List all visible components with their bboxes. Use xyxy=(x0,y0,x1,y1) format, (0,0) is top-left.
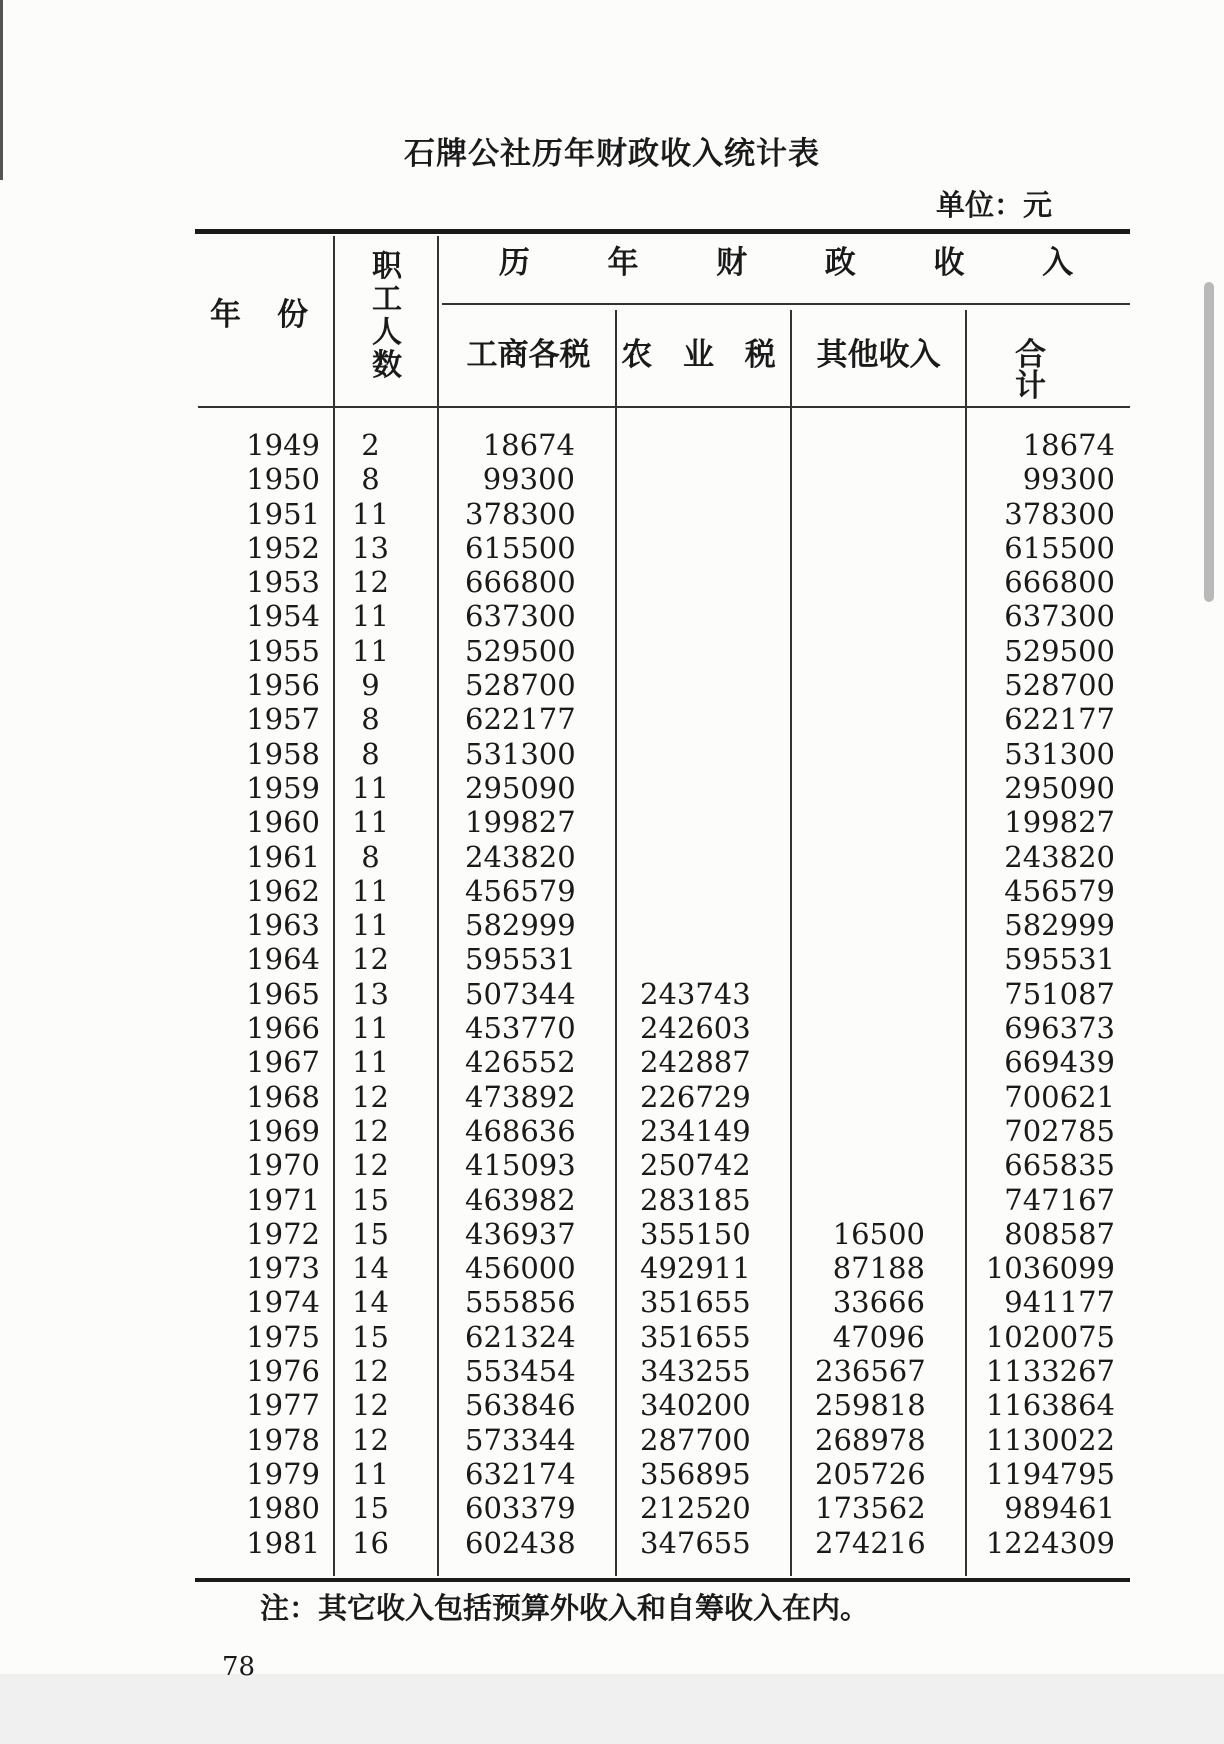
cell-staff-count: 14 xyxy=(352,1285,389,1320)
cell-year: 1960 xyxy=(246,805,320,840)
header-total: 合 计 xyxy=(1015,337,1082,404)
cell-staff-count: 11 xyxy=(352,805,389,840)
cell-year: 1958 xyxy=(246,736,320,771)
cell-staff-count: 11 xyxy=(352,1045,389,1080)
cell-staff-count: 12 xyxy=(352,1079,389,1114)
table-row xyxy=(195,1526,1130,1560)
table-row xyxy=(195,874,1130,908)
cell-commerce-tax: 555856 xyxy=(465,1285,576,1320)
cell-agri-tax: 242603 xyxy=(640,1011,751,1046)
header-staff-count: 职 工 人 数 xyxy=(372,249,402,383)
cell-staff-count: 12 xyxy=(352,1354,389,1389)
cell-commerce-tax: 436937 xyxy=(465,1216,576,1251)
cell-commerce-tax: 637300 xyxy=(465,599,576,634)
cell-commerce-tax: 666800 xyxy=(465,565,576,600)
cell-commerce-tax: 528700 xyxy=(465,668,576,703)
cell-total: 199827 xyxy=(1004,805,1115,840)
cell-agri-tax: 351655 xyxy=(640,1285,751,1320)
cell-total: 669439 xyxy=(1004,1045,1115,1080)
cell-total: 747167 xyxy=(1004,1182,1115,1217)
scrollbar-thumb[interactable] xyxy=(1204,282,1214,602)
cell-agri-tax: 243743 xyxy=(640,976,751,1011)
cell-staff-count: 12 xyxy=(352,565,389,600)
table-row xyxy=(195,942,1130,976)
cell-year: 1965 xyxy=(246,976,320,1011)
cell-commerce-tax: 573344 xyxy=(465,1422,576,1457)
cell-total: 665835 xyxy=(1004,1148,1115,1183)
cell-agri-tax: 226729 xyxy=(640,1079,751,1114)
cell-staff-count: 13 xyxy=(352,976,389,1011)
cell-other-income: 259818 xyxy=(815,1388,926,1423)
table-row xyxy=(195,1320,1130,1354)
cell-staff-count: 15 xyxy=(352,1491,389,1526)
page-number: 78 xyxy=(222,1652,256,1682)
table-row xyxy=(195,1148,1130,1182)
table-row xyxy=(195,634,1130,668)
cell-total: 99300 xyxy=(1022,462,1115,497)
cell-total: 1194795 xyxy=(985,1456,1115,1491)
cell-total: 702785 xyxy=(1004,1113,1115,1148)
group-header-rule xyxy=(442,303,1130,305)
cell-other-income: 236567 xyxy=(815,1354,926,1389)
cell-other-income: 87188 xyxy=(832,1251,925,1286)
cell-total: 378300 xyxy=(1004,496,1115,531)
viewer-bottom-band xyxy=(0,1674,1224,1744)
table-row xyxy=(195,1251,1130,1285)
cell-staff-count: 11 xyxy=(352,873,389,908)
cell-year: 1981 xyxy=(246,1525,320,1560)
cell-total: 1224309 xyxy=(985,1525,1115,1560)
cell-staff-count: 15 xyxy=(352,1216,389,1251)
table-row xyxy=(195,428,1130,462)
cell-staff-count: 12 xyxy=(352,1148,389,1183)
cell-staff-count: 8 xyxy=(361,839,380,874)
cell-total: 1133267 xyxy=(985,1354,1115,1389)
table-row xyxy=(195,1217,1130,1251)
cell-year: 1963 xyxy=(246,908,320,943)
cell-year: 1951 xyxy=(246,496,320,531)
cell-total: 637300 xyxy=(1004,599,1115,634)
table-bottom-rule xyxy=(195,1578,1130,1582)
cell-staff-count: 12 xyxy=(352,1422,389,1457)
cell-staff-count: 8 xyxy=(361,736,380,771)
table-row xyxy=(195,908,1130,942)
table-row xyxy=(195,1045,1130,1079)
cell-total: 622177 xyxy=(1004,702,1115,737)
cell-commerce-tax: 602438 xyxy=(465,1525,576,1560)
cell-staff-count: 12 xyxy=(352,1113,389,1148)
cell-agri-tax: 212520 xyxy=(640,1491,751,1526)
cell-staff-count: 16 xyxy=(352,1525,389,1560)
table-row xyxy=(195,977,1130,1011)
cell-commerce-tax: 507344 xyxy=(465,976,576,1011)
cell-year: 1978 xyxy=(246,1422,320,1457)
table-row xyxy=(195,1388,1130,1422)
table-row xyxy=(195,1457,1130,1491)
cell-commerce-tax: 595531 xyxy=(465,942,576,977)
cell-agri-tax: 242887 xyxy=(640,1045,751,1080)
cell-staff-count: 13 xyxy=(352,530,389,565)
cell-staff-count: 9 xyxy=(361,668,380,703)
header-revenue-group: 历 年 财 政 收 入 xyxy=(498,245,1074,281)
cell-year: 1964 xyxy=(246,942,320,977)
cell-year: 1955 xyxy=(246,633,320,668)
cell-total: 243820 xyxy=(1004,839,1115,874)
cell-agri-tax: 355150 xyxy=(640,1216,751,1251)
cell-total: 700621 xyxy=(1004,1079,1115,1114)
cell-commerce-tax: 553454 xyxy=(465,1354,576,1389)
cell-year: 1971 xyxy=(246,1182,320,1217)
cell-staff-count: 11 xyxy=(352,633,389,668)
cell-commerce-tax: 199827 xyxy=(465,805,576,840)
cell-other-income: 274216 xyxy=(815,1525,926,1560)
cell-staff-count: 15 xyxy=(352,1182,389,1217)
table-row xyxy=(195,840,1130,874)
cell-year: 1949 xyxy=(246,428,320,462)
table-row xyxy=(195,531,1130,565)
cell-year: 1974 xyxy=(246,1285,320,1320)
cell-total: 529500 xyxy=(1004,633,1115,668)
cell-commerce-tax: 378300 xyxy=(465,496,576,531)
cell-year: 1959 xyxy=(246,770,320,805)
cell-commerce-tax: 563846 xyxy=(465,1388,576,1423)
cell-total: 751087 xyxy=(1004,976,1115,1011)
cell-year: 1973 xyxy=(246,1251,320,1286)
cell-year: 1961 xyxy=(246,839,320,874)
cell-agri-tax: 250742 xyxy=(640,1148,751,1183)
cell-year: 1975 xyxy=(246,1319,320,1354)
unit-label: 单位：元 xyxy=(936,188,1053,222)
cell-total: 18674 xyxy=(1022,428,1115,462)
cell-commerce-tax: 415093 xyxy=(465,1148,576,1183)
table-row xyxy=(195,1011,1130,1045)
cell-other-income: 205726 xyxy=(815,1456,926,1491)
cell-total: 989461 xyxy=(1004,1491,1115,1526)
cell-total: 295090 xyxy=(1004,770,1115,805)
cell-other-income: 47096 xyxy=(832,1319,925,1354)
cell-year: 1970 xyxy=(246,1148,320,1183)
table-row xyxy=(195,497,1130,531)
cell-year: 1967 xyxy=(246,1045,320,1080)
cell-year: 1969 xyxy=(246,1113,320,1148)
cell-commerce-tax: 295090 xyxy=(465,770,576,805)
cell-agri-tax: 347655 xyxy=(640,1525,751,1560)
cell-total: 1020075 xyxy=(985,1319,1115,1354)
cell-total: 615500 xyxy=(1004,530,1115,565)
cell-year: 1957 xyxy=(246,702,320,737)
cell-other-income: 268978 xyxy=(815,1422,926,1457)
cell-staff-count: 11 xyxy=(352,496,389,531)
cell-year: 1953 xyxy=(246,565,320,600)
table-row xyxy=(195,1354,1130,1388)
cell-other-income: 16500 xyxy=(832,1216,925,1251)
table-row xyxy=(195,668,1130,702)
cell-commerce-tax: 603379 xyxy=(465,1491,576,1526)
cell-other-income: 173562 xyxy=(815,1491,926,1526)
cell-agri-tax: 343255 xyxy=(640,1354,751,1389)
cell-year: 1976 xyxy=(246,1354,320,1389)
cell-staff-count: 2 xyxy=(361,428,380,462)
cell-agri-tax: 351655 xyxy=(640,1319,751,1354)
scrollbar-track[interactable] xyxy=(1202,0,1216,1744)
cell-staff-count: 8 xyxy=(361,462,380,497)
cell-agri-tax: 340200 xyxy=(640,1388,751,1423)
cell-agri-tax: 356895 xyxy=(640,1456,751,1491)
cell-year: 1962 xyxy=(246,873,320,908)
cell-total: 531300 xyxy=(1004,736,1115,771)
cell-commerce-tax: 473892 xyxy=(465,1079,576,1114)
cell-total: 582999 xyxy=(1004,908,1115,943)
cell-staff-count: 12 xyxy=(352,1388,389,1423)
table-row xyxy=(195,1183,1130,1217)
header-year: 年 份 xyxy=(210,297,308,333)
cell-total: 666800 xyxy=(1004,565,1115,600)
cell-commerce-tax: 463982 xyxy=(465,1182,576,1217)
cell-total: 595531 xyxy=(1004,942,1115,977)
cell-commerce-tax: 621324 xyxy=(465,1319,576,1354)
cell-other-income: 33666 xyxy=(832,1285,925,1320)
cell-total: 1130022 xyxy=(985,1422,1115,1457)
cell-staff-count: 11 xyxy=(352,770,389,805)
table-note: 注：其它收入包括预算外收入和自筹收入在内。 xyxy=(260,1591,870,1625)
table-row xyxy=(195,1491,1130,1525)
cell-agri-tax: 492911 xyxy=(640,1251,751,1286)
cell-staff-count: 11 xyxy=(352,908,389,943)
table-row xyxy=(195,737,1130,771)
cell-year: 1968 xyxy=(246,1079,320,1114)
cell-total: 528700 xyxy=(1004,668,1115,703)
cell-staff-count: 15 xyxy=(352,1319,389,1354)
table-body xyxy=(195,428,1130,1560)
cell-commerce-tax: 456000 xyxy=(465,1251,576,1286)
table-row xyxy=(195,565,1130,599)
header-bottom-rule xyxy=(198,406,1130,408)
cell-year: 1950 xyxy=(246,462,320,497)
cell-total: 1036099 xyxy=(985,1251,1115,1286)
header-agri-tax: 农 业 税 xyxy=(621,337,786,373)
table-top-rule xyxy=(195,229,1130,234)
cell-commerce-tax: 18674 xyxy=(482,428,575,462)
cell-commerce-tax: 529500 xyxy=(465,633,576,668)
cell-staff-count: 11 xyxy=(352,1011,389,1046)
cell-commerce-tax: 468636 xyxy=(465,1113,576,1148)
cell-total: 696373 xyxy=(1004,1011,1115,1046)
cell-total: 456579 xyxy=(1004,873,1115,908)
cell-commerce-tax: 99300 xyxy=(482,462,575,497)
cell-staff-count: 12 xyxy=(352,942,389,977)
cell-agri-tax: 234149 xyxy=(640,1113,751,1148)
cell-agri-tax: 283185 xyxy=(640,1182,751,1217)
cell-staff-count: 11 xyxy=(352,599,389,634)
cell-commerce-tax: 582999 xyxy=(465,908,576,943)
cell-commerce-tax: 615500 xyxy=(465,530,576,565)
cell-total: 1163864 xyxy=(985,1388,1115,1423)
cell-commerce-tax: 456579 xyxy=(465,873,576,908)
cell-total: 941177 xyxy=(1004,1285,1115,1320)
cell-agri-tax: 287700 xyxy=(640,1422,751,1457)
cell-year: 1952 xyxy=(246,530,320,565)
table-row xyxy=(195,771,1130,805)
cell-total: 808587 xyxy=(1004,1216,1115,1251)
cell-year: 1956 xyxy=(246,668,320,703)
header-commerce-tax: 工商各税 xyxy=(466,337,591,373)
table-row xyxy=(195,1080,1130,1114)
cell-commerce-tax: 426552 xyxy=(465,1045,576,1080)
cell-staff-count: 11 xyxy=(352,1456,389,1491)
cell-commerce-tax: 243820 xyxy=(465,839,576,874)
cell-staff-count: 8 xyxy=(361,702,380,737)
cell-commerce-tax: 622177 xyxy=(465,702,576,737)
table-title: 石牌公社历年财政收入统计表 xyxy=(404,136,820,172)
table-row xyxy=(195,462,1130,496)
table-row xyxy=(195,702,1130,736)
table-row xyxy=(195,1114,1130,1148)
table-row xyxy=(195,599,1130,633)
cell-commerce-tax: 531300 xyxy=(465,736,576,771)
table-row xyxy=(195,1285,1130,1319)
cell-staff-count: 14 xyxy=(352,1251,389,1286)
cell-year: 1977 xyxy=(246,1388,320,1423)
cell-year: 1966 xyxy=(246,1011,320,1046)
cell-year: 1972 xyxy=(246,1216,320,1251)
cell-year: 1954 xyxy=(246,599,320,634)
table-row xyxy=(195,1423,1130,1457)
cell-year: 1980 xyxy=(246,1491,320,1526)
cell-year: 1979 xyxy=(246,1456,320,1491)
cell-commerce-tax: 453770 xyxy=(465,1011,576,1046)
header-other-income: 其他收入 xyxy=(816,337,941,373)
cell-commerce-tax: 632174 xyxy=(465,1456,576,1491)
table-row xyxy=(195,805,1130,839)
